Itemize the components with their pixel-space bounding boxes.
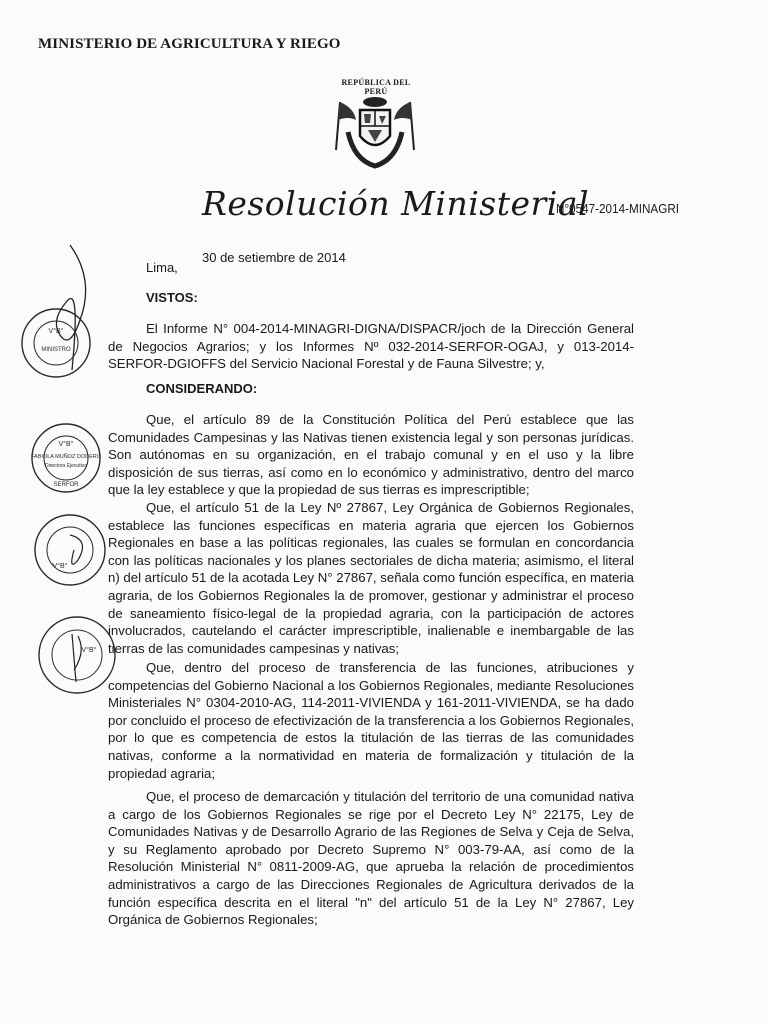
stamp-inner-text: MINISTRO xyxy=(41,347,71,353)
vistos-heading: VISTOS: xyxy=(146,290,198,305)
ministry-header: MINISTERIO DE AGRICULTURA Y RIEGO xyxy=(38,36,341,52)
paragraph-considerando-2: Que, el artículo 51 de la Ley Nº 27867, Ley Orgánica de Gobiernos Regionales, establece las funciones específicas en materia agraria que ejercen los Gobiernos Regionales en base a las políticas regionales, las cuales se formulan en concordancia con las políticas nacionales y los planes sectoriales de dicha materia; asimismo, el literal n) del artículo 51 de la acotada Ley N° 27867, señala como función específica, en materia agraria, de los Gobiernos Regionales la de promover, gestionar y administrar el proceso de saneamiento físico-legal de la propiedad agraria, con la participación de actores involucrados, cautelando el carácter imprescriptible, inalienable e inembargable de las tierras de las comunidades campesinas y nativas; xyxy=(108,500,634,656)
resolution-number: N°0547-2014-MINAGRI xyxy=(556,201,680,216)
approval-stamp-serfor xyxy=(26,420,106,496)
document-title: Resolución Ministerial xyxy=(202,184,590,223)
paragraph-considerando-1: Que, el artículo 89 de la Constitución Política del Perú establece que las Comunidades Campesinas y las Nativas tienen existencia legal y son personas jurídicas. Son autónomas en su organización, en el trabajo comunal y en el uso y la libre disposición de sus tierras, así como en lo económico y administrativo, dentro del marco que la ley establece y que la propiedad de sus tierras es imprescriptible; xyxy=(108,412,634,498)
stamp-vobo: V°B° xyxy=(58,441,74,448)
stamp-vobo: V°B° xyxy=(48,328,64,335)
stamp-role-text: Directora Ejecutiva xyxy=(45,463,87,469)
stamp-vobo: V°B° xyxy=(81,647,97,654)
approval-stamp-4 xyxy=(34,612,120,698)
stamp-vobo: V°B° xyxy=(52,563,68,570)
paragraph-considerando-3: Que, dentro del proceso de transferencia de las funciones, atribuciones y competencias del Gobierno Nacional a los Gobiernos Regionales, mediante Resoluciones Ministeriales N° 0304-2010-AG, 114-2011-VIVIENDA y 161-2011-VIVIENDA, se ha dado por concluido el proceso de efectivización de la transferencia a los Gobiernos Regionales, por lo que es competencia de estos la titulación de las tierras de las comunidades nativas, conforme a la normatividad en materia de formalización y titulación de la propiedad agraria; xyxy=(108,660,634,781)
approval-stamp-3 xyxy=(30,510,110,590)
considerando-heading: CONSIDERANDO: xyxy=(146,381,258,396)
paragraph-considerando-4: Que, el proceso de demarcación y titulación del territorio de una comunidad nativa a cargo de los Gobiernos Regionales se rige por el Decreto Ley N° 22175, Ley de Comunidades Nativas y de Desarrollo Agrario de las Regiones de Selva y Ceja de Selva, y su Reglamento aprobado por Decreto Supremo N° 003-79-AA, así como de la Resolución Ministerial N° 0811-2009-AG, que aprueba la relación de procedimientos administrativos a cargo de las Direcciones Regionales de Agricultura derivados de la función específica descrita en el literal "n" del artículo 51 de la Ley N° 27867, Ley Orgánica de Gobiernos Regionales; xyxy=(108,789,634,928)
resolution-date: 30 de setiembre de 2014 xyxy=(202,250,346,265)
handwritten-signature xyxy=(40,240,100,380)
paragraph-vistos: El Informe N° 004-2014-MINAGRI-DIGNA/DISPACR/joch de la Dirección General de Negocios Agrarios; y los Informes Nº 032-2014-SERFOR-OGAJ, y 013-2014-SERFOR-DGIOFFS del Servicio Nacional Forestal y de Fauna Silvestre; y, xyxy=(108,321,634,372)
stamp-bottom-text: SERFOR xyxy=(53,482,79,488)
peru-coat-of-arms-emblem xyxy=(326,80,424,172)
crest-caption: REPÚBLICA DEL PERÚ xyxy=(341,78,411,96)
place-label: Lima, xyxy=(146,260,178,275)
stamp-name-text: FABIOLA MUÑOZ DODERO xyxy=(31,454,101,460)
